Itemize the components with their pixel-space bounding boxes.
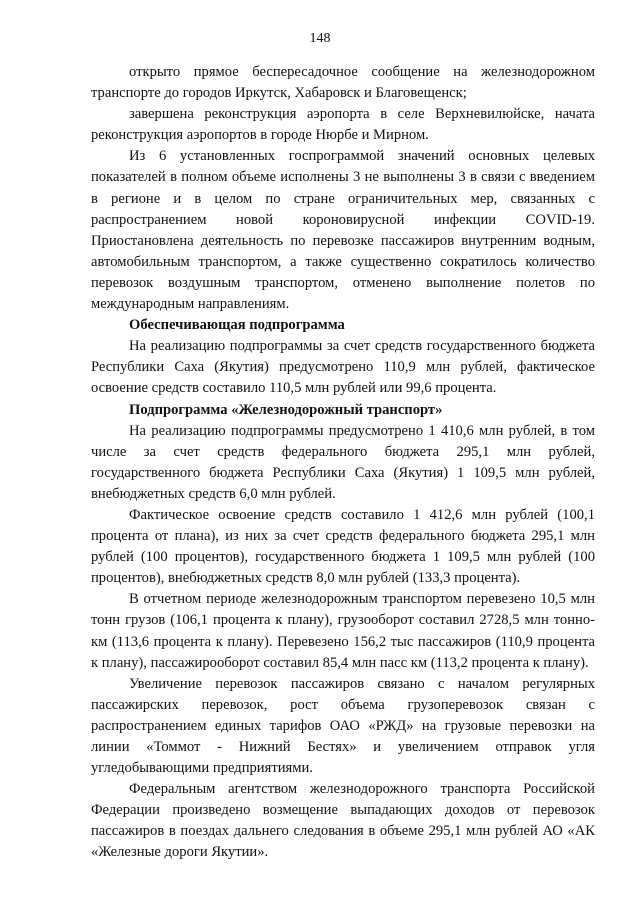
paragraph-traffic-growth: Увеличение перевозок пассажиров связано с началом регулярных пассажирских перевозок, рост объема грузоперевозок связан с распространением единых тарифов ОАО «РЖД» на грузовые перевозки на линии «Томмот - Нижний Бестях» и увеличением отправок угля угледобывающими предприятиями. [91,675,595,777]
paragraph-railway-actual-funding: Фактическое освоение средств составило 1 412,6 млн рублей (100,1 процента от плана), из них за счет средств федерального бюджета 295,1 млн рублей (100 процентов), государственного бюджета 1 109,5 млн рублей (100 процентов), внебюджетных средств 8,0 млн рублей (133,3 процента). [91,506,595,587]
paragraph-target-indicators: Из 6 установленных госпрограммой значений основных целевых показателей в полном объеме исполнены 3 не выполнены 3 в связи с введением в регионе и в целом по стране ограничительных мер, связанных с распространением новой короновирусной инфекции COVID-19. Приостановлена деятельность по перевозке пассажиров внутренним водным, автомобильным транспортом, а также существенно сократилось количество перевозок воздушным транспортом, отменено выполнение полетов по международным направлениям. [91,148,595,313]
paragraph-railway-planned-funding: На реализацию подпрограммы предусмотрено 1 410,6 млн рублей, в том числе за счет средств федерального бюджета 295,1 млн рублей, государственного бюджета Республики Саха (Якутия) 1 109,5 млн рублей, внебюджетных средств 6,0 млн рублей. [91,422,595,502]
heading-supporting-subprogram: Обеспечивающая подпрограмма [129,317,345,334]
page-body [91,62,595,864]
heading-railway-subprogram: Подпрограмма «Железнодорожный транспорт» [129,401,443,418]
paragraph-railway-traffic: В отчетном периоде железнодорожным транспортом перевезено 10,5 млн тонн грузов (106,1 процента к плану), грузооборот составил 2728,5 млн тонно-км (113,6 процента к плану). Перевезено 156,2 тыс пассажиров (110,9 процента к плану), пассажирооборот составил 85,4 млн пасс км (113,2 процента к плану). [91,591,595,671]
page-number: 148 [309,31,331,46]
paragraph-federal-compensation: Федеральным агентством железнодорожного транспорта Российской Федерации произведено возмещение выпадающих доходов от перевозок пассажиров в поездах дальнего следования в объеме 295,1 млн рублей АО «АК «Железные дороги Якутии». [91,781,595,861]
paragraph-railway-connection: открыто прямое беспересадочное сообщение на железнодорожном транспорте до городов Иркутск, Хабаровск и Благовещенск; [91,64,595,102]
paragraph-airport-reconstruction: завершена реконструкция аэропорта в селе Верхневилюйске, начата реконструкция аэропортов в городе Нюрбе и Мирном. [91,106,595,144]
paragraph-supporting-funding: На реализацию подпрограммы за счет средств государственного бюджета Республики Саха (Якутия) предусмотрено 110,9 млн рублей, фактическое освоение средств составило 110,5 млн рублей или 99,6 процента. [91,338,595,397]
